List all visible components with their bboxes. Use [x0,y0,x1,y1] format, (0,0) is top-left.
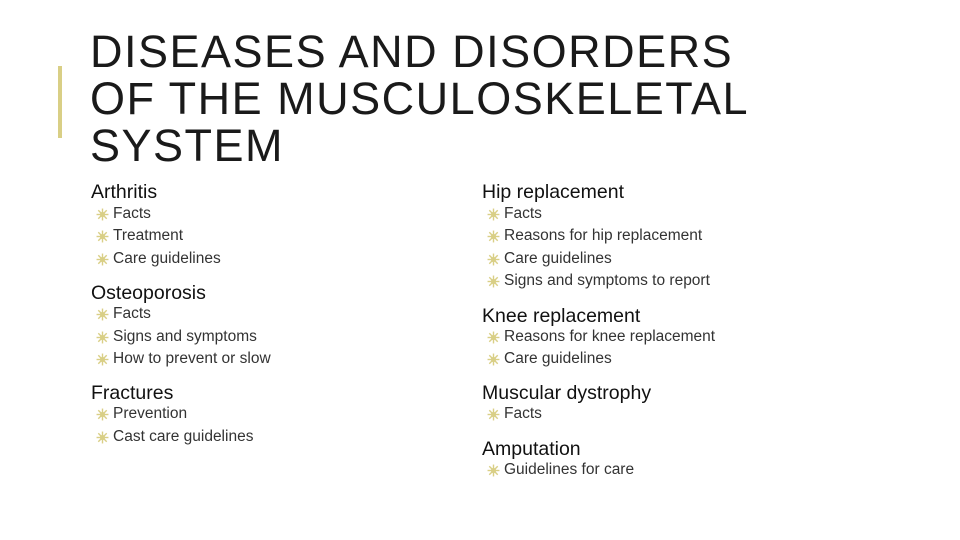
slide-title [90,28,930,169]
heading-muscular-dystrophy: Muscular dystrophy [482,382,652,404]
sun-bullet-icon [96,308,109,321]
heading-fractures: Fractures [91,382,174,404]
sun-bullet-icon [96,431,109,444]
list-item: Signs and symptoms [96,327,257,347]
list-item: Facts [96,304,151,324]
list-item: Care guidelines [487,249,612,269]
list-item: Guidelines for care [487,460,634,480]
heading-hip-replacement: Hip replacement [482,181,624,203]
title-line-2: OF THE MUSCULOSKELETAL [90,73,749,124]
sun-bullet-icon [487,408,500,421]
title-accent-bar [58,66,62,138]
list-item: Signs and symptoms to report [487,271,710,291]
sun-bullet-icon [96,353,109,366]
sun-bullet-icon [96,253,109,266]
heading-osteoporosis: Osteoporosis [91,282,206,304]
list-item: Care guidelines [96,249,221,269]
heading-arthritis: Arthritis [91,181,158,203]
list-item: Cast care guidelines [96,427,253,447]
list-item: How to prevent or slow [96,349,271,369]
title-line-1: DISEASES AND DISORDERS [90,26,734,77]
list-item: Prevention [96,404,187,424]
list-item: Facts [96,204,151,224]
heading-amputation: Amputation [482,438,581,460]
sun-bullet-icon [487,353,500,366]
sun-bullet-icon [487,253,500,266]
sun-bullet-icon [96,408,109,421]
title-line-3: SYSTEM [90,120,285,171]
sun-bullet-icon [487,230,500,243]
sun-bullet-icon [487,208,500,221]
list-item: Facts [487,204,542,224]
list-item: Facts [487,404,542,424]
sun-bullet-icon [96,230,109,243]
list-item: Reasons for hip replacement [487,226,702,246]
list-item: Reasons for knee replacement [487,327,715,347]
sun-bullet-icon [487,275,500,288]
list-item: Care guidelines [487,349,612,369]
sun-bullet-icon [487,464,500,477]
sun-bullet-icon [487,331,500,344]
heading-knee-replacement: Knee replacement [482,305,641,327]
list-item: Treatment [96,226,183,246]
sun-bullet-icon [96,208,109,221]
sun-bullet-icon [96,331,109,344]
